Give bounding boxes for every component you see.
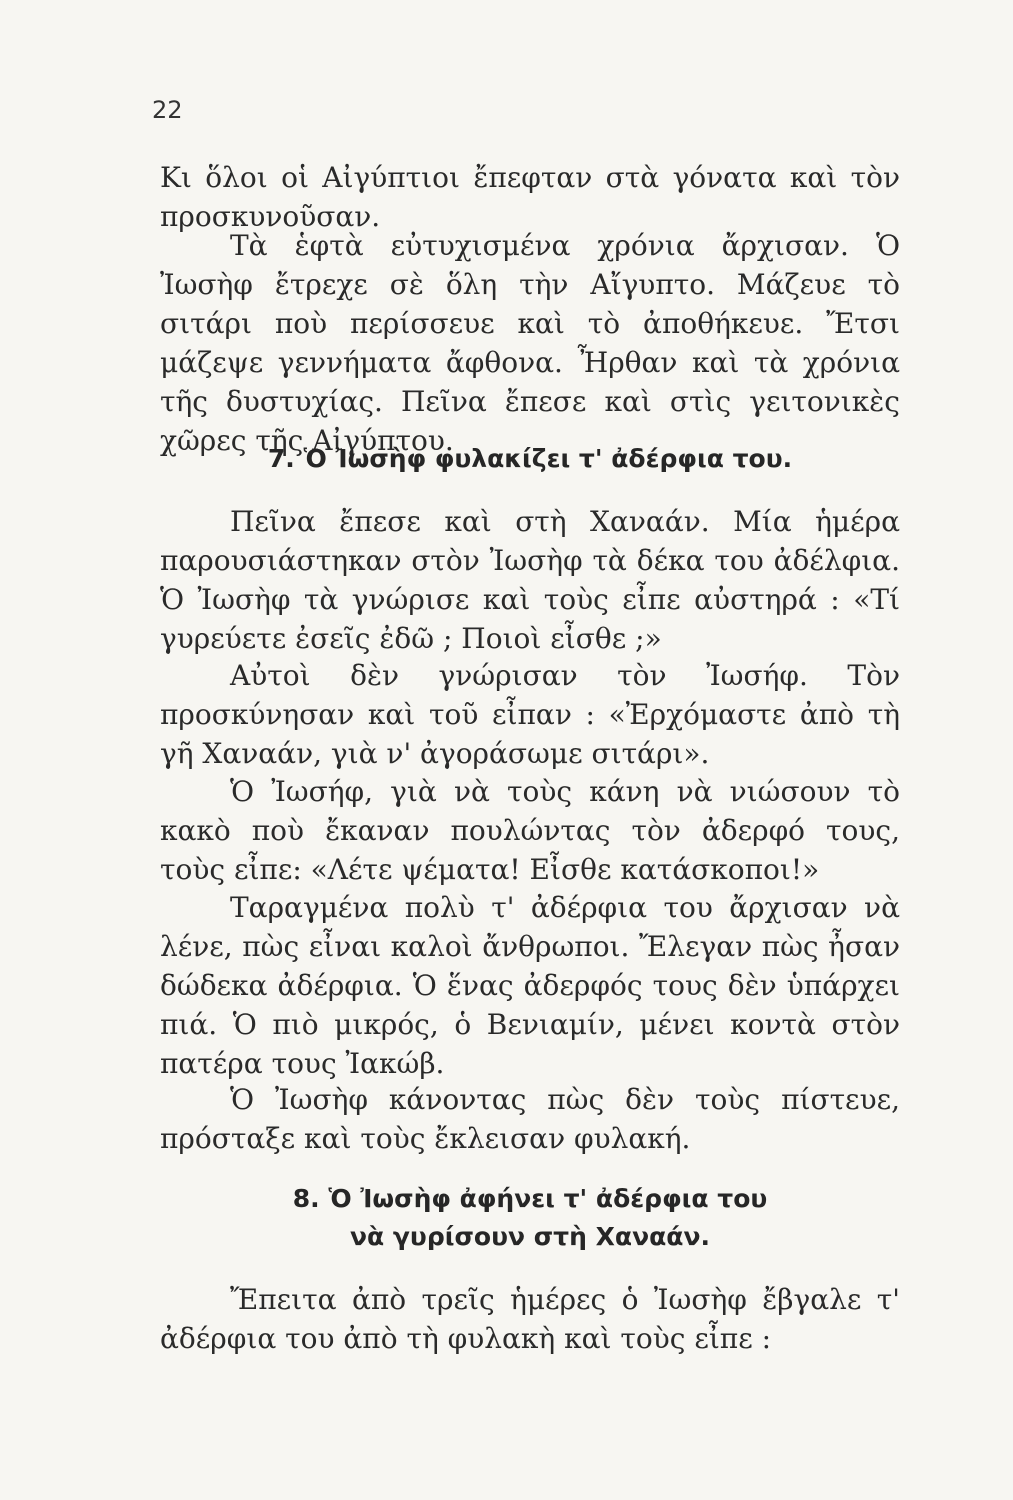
paragraph-brothers-answer: Αὐτοὶ δὲν γνώρισαν τὸν Ἰωσήφ. Τὸν προσκύνησαν καὶ τοῦ εἶπαν : «Ἐρχόμαστε ἀπὸ τὴ γῆ Χαναάν, γιὰ ν' ἀγοράσωμε σιτάρι». bbox=[160, 659, 900, 770]
paragraph-twelve-brothers: Ταραγμένα πολὺ τ' ἀδέρφια του ἄρχισαν νὰ λένε, πὼς εἶναι καλοὶ ἄνθρωποι. Ἔλεγαν πὼς ἦσαν δώδεκα ἀδέρφια. Ὁ ἕνας ἀδερφός τους δὲν ὑπάρχει πιά. Ὁ πιὸ μικρός, ὁ Βενιαμίν, μένει κοντὰ στὸν πατέρα τους Ἰακώβ. bbox=[160, 891, 900, 1080]
section-heading-8-line2: νὰ γυρίσουν στὴ Χαναάν. bbox=[350, 1222, 710, 1251]
paragraph-spies-accusation: Ὁ Ἰωσήφ, γιὰ νὰ τοὺς κάνη νὰ νιώσουν τὸ κακὸ ποὺ ἔκαναν πουλώντας τὸν ἀδερφό τους, τοὺς εἶπε: «Λέτε ψέματα! Εἶσθε κατάσκοποι!» bbox=[160, 775, 900, 886]
section-heading-8 bbox=[160, 1180, 900, 1256]
page-number: 22 bbox=[152, 96, 183, 124]
paragraph-egyptians-kneel: Κι ὅλοι οἱ Αἰγύπτιοι ἔπεφταν στὰ γόνατα καὶ τὸν προσκυνοῦσαν. bbox=[160, 161, 900, 233]
paragraph-famine-canaan: Πεῖνα ἔπεσε καὶ στὴ Χαναάν. Μία ἡμέρα παρουσιάστηκαν στὸν Ἰωσὴφ τὰ δέκα του ἀδέλφια. Ὁ Ἰωσὴφ τὰ γνώρισε καὶ τοὺς εἶπε αὐστηρά : «Τί γυρεύετε ἐσεῖς ἐδῶ ; Ποιοὶ εἶσθε ;» bbox=[160, 505, 900, 655]
paragraph-seven-good-years: Τὰ ἑφτὰ εὐτυχισμένα χρόνια ἄρχισαν. Ὁ Ἰωσὴφ ἔτρεχε σὲ ὅλη τὴν Αἴγυπτο. Μάζευε τὸ σιτάρι ποὺ περίσσευε καὶ τὸ ἀποθήκευε. Ἔτσι μάζεψε γεννήματα ἄφθονα. Ἦρθαν καὶ τὰ χρόνια τῆς δυστυχίας. Πεῖνα ἔπεσε καὶ στὶς γειτονικὲς χῶρες τῆς Αἰγύπτου. bbox=[160, 229, 900, 457]
section-heading-7: 7. Ὁ Ἰωσὴφ φυλακίζει τ' ἀδέρφια του. bbox=[267, 444, 793, 473]
paragraph-imprisonment: Ὁ Ἰωσὴφ κάνοντας πὼς δὲν τοὺς πίστευε, πρόσταξε καὶ τοὺς ἔκλεισαν φυλακή. bbox=[160, 1083, 900, 1155]
paragraph-release: Ἔπειτα ἀπὸ τρεῖς ἡμέρες ὁ Ἰωσὴφ ἔβγαλε τ' ἀδέρφια του ἀπὸ τὴ φυλακὴ καὶ τοὺς εἶπε : bbox=[160, 1283, 900, 1355]
section-heading-8-line1: 8. Ὁ Ἰωσὴφ ἀφήνει τ' ἀδέρφια του bbox=[292, 1184, 768, 1213]
